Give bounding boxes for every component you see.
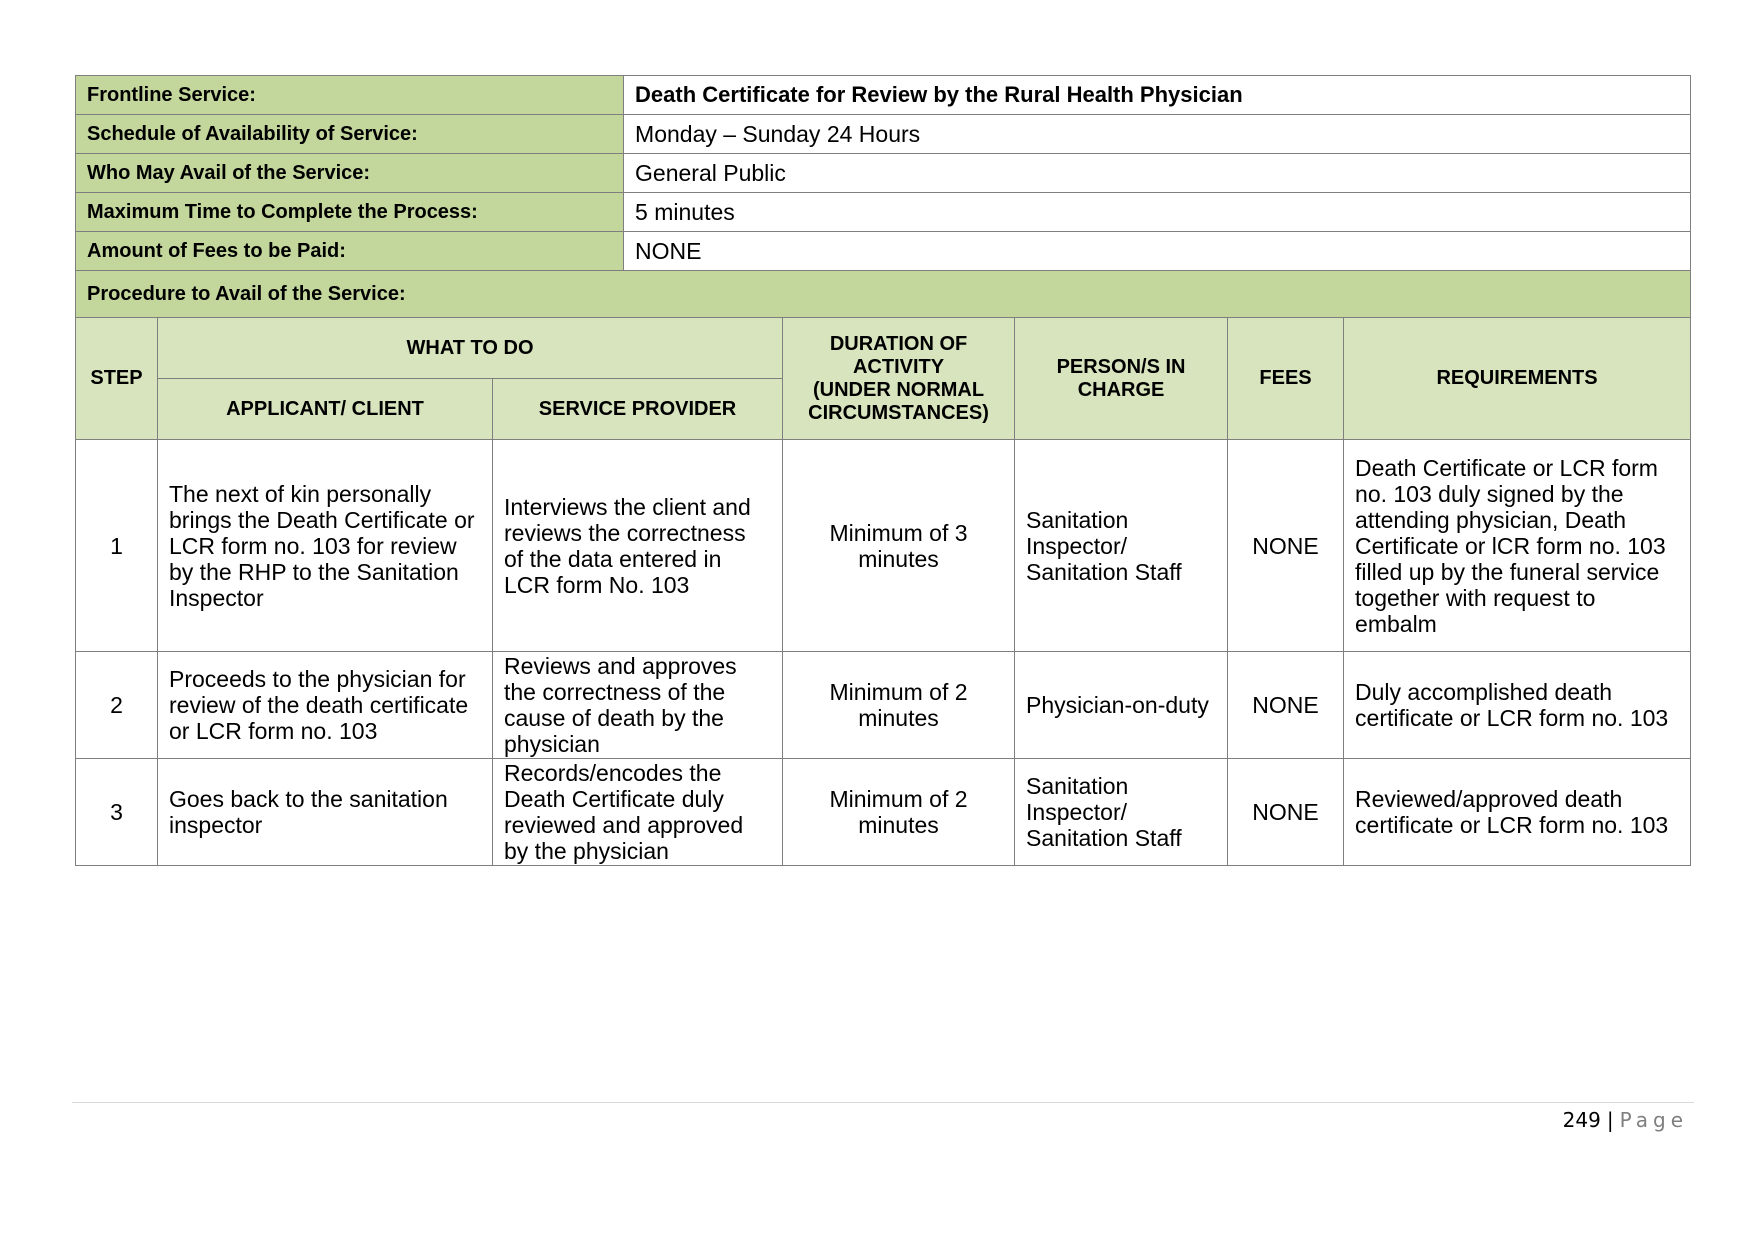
schedule-label: Schedule of Availability of Service: [76, 115, 624, 154]
duration: Minimum of 2 minutes [783, 759, 1015, 866]
max-time-row [76, 193, 1691, 232]
step-header: STEP [76, 318, 158, 440]
duration-header-line-4: CIRCUMSTANCES) [808, 401, 989, 424]
fees: NONE [1228, 652, 1344, 759]
persons-header [1015, 318, 1228, 440]
table-row [76, 759, 1691, 866]
duration-header-line-1: DURATION OF [829, 332, 968, 355]
table-row [76, 440, 1691, 652]
schedule-row [76, 115, 1691, 154]
requirements: Duly accomplished death certificate or LCR form no. 103 [1344, 652, 1691, 759]
fees: NONE [1228, 440, 1344, 652]
citizens-charter-table [75, 75, 1691, 866]
step-number: 2 [76, 652, 158, 759]
footer-divider [72, 1102, 1694, 1103]
page-number: 249 [1562, 1108, 1601, 1132]
applicant-action: The next of kin personally brings the Death Certificate or LCR form no. 103 for review by the RHP to the Sanitation Inspector [158, 440, 493, 652]
max-time-value: 5 minutes [624, 193, 1691, 232]
duration-header-line-2: ACTIVITY [852, 355, 945, 378]
page-footer [1563, 1108, 1688, 1132]
provider-action: Interviews the client and reviews the correctness of the data entered in LCR form No. 103 [493, 440, 783, 652]
who-row [76, 154, 1691, 193]
requirements: Death Certificate or LCR form no. 103 duly signed by the attending physician, Death Certificate or lCR form no. 103 filled up by the funeral service together with request to embalm [1344, 440, 1691, 652]
duration: Minimum of 2 minutes [783, 652, 1015, 759]
table-row [76, 652, 1691, 759]
page-separator: | [1606, 1108, 1614, 1132]
provider-header: SERVICE PROVIDER [493, 379, 783, 440]
fees-row [76, 232, 1691, 271]
requirements-header: REQUIREMENTS [1344, 318, 1691, 440]
person-in-charge: Sanitation Inspector/ Sanitation Staff [1015, 440, 1228, 652]
persons-header-line-2: CHARGE [1077, 378, 1165, 401]
step-number: 3 [76, 759, 158, 866]
page-word: Page [1619, 1108, 1688, 1132]
fees-label: Amount of Fees to be Paid: [76, 232, 624, 271]
persons-header-line-1: PERSON/S IN [1056, 355, 1186, 378]
applicant-action: Proceeds to the physician for review of the death certificate or LCR form no. 103 [158, 652, 493, 759]
max-time-label: Maximum Time to Complete the Process: [76, 193, 624, 232]
fees: NONE [1228, 759, 1344, 866]
requirements: Reviewed/approved death certificate or LCR form no. 103 [1344, 759, 1691, 866]
person-in-charge: Physician-on-duty [1015, 652, 1228, 759]
step-number: 1 [76, 440, 158, 652]
who-label: Who May Avail of the Service: [76, 154, 624, 193]
provider-action: Records/encodes the Death Certificate duly reviewed and approved by the physician [493, 759, 783, 866]
provider-action: Reviews and approves the correctness of the cause of death by the physician [493, 652, 783, 759]
duration: Minimum of 3 minutes [783, 440, 1015, 652]
procedure-label: Procedure to Avail of the Service: [76, 271, 1691, 318]
person-in-charge: Sanitation Inspector/ Sanitation Staff [1015, 759, 1228, 866]
procedure-row [76, 271, 1691, 318]
applicant-action: Goes back to the sanitation inspector [158, 759, 493, 866]
frontline-label: Frontline Service: [76, 76, 624, 115]
what-to-do-header: WHAT TO DO [158, 318, 783, 379]
header-row-1 [76, 318, 1691, 379]
frontline-row [76, 76, 1691, 115]
duration-header [783, 318, 1015, 440]
schedule-value: Monday – Sunday 24 Hours [624, 115, 1691, 154]
who-value: General Public [624, 154, 1691, 193]
frontline-value: Death Certificate for Review by the Rural Health Physician [624, 76, 1691, 115]
fees-value: NONE [624, 232, 1691, 271]
applicant-header: APPLICANT/ CLIENT [158, 379, 493, 440]
fees-header: FEES [1228, 318, 1344, 440]
duration-header-line-3: (UNDER NORMAL [812, 378, 985, 401]
